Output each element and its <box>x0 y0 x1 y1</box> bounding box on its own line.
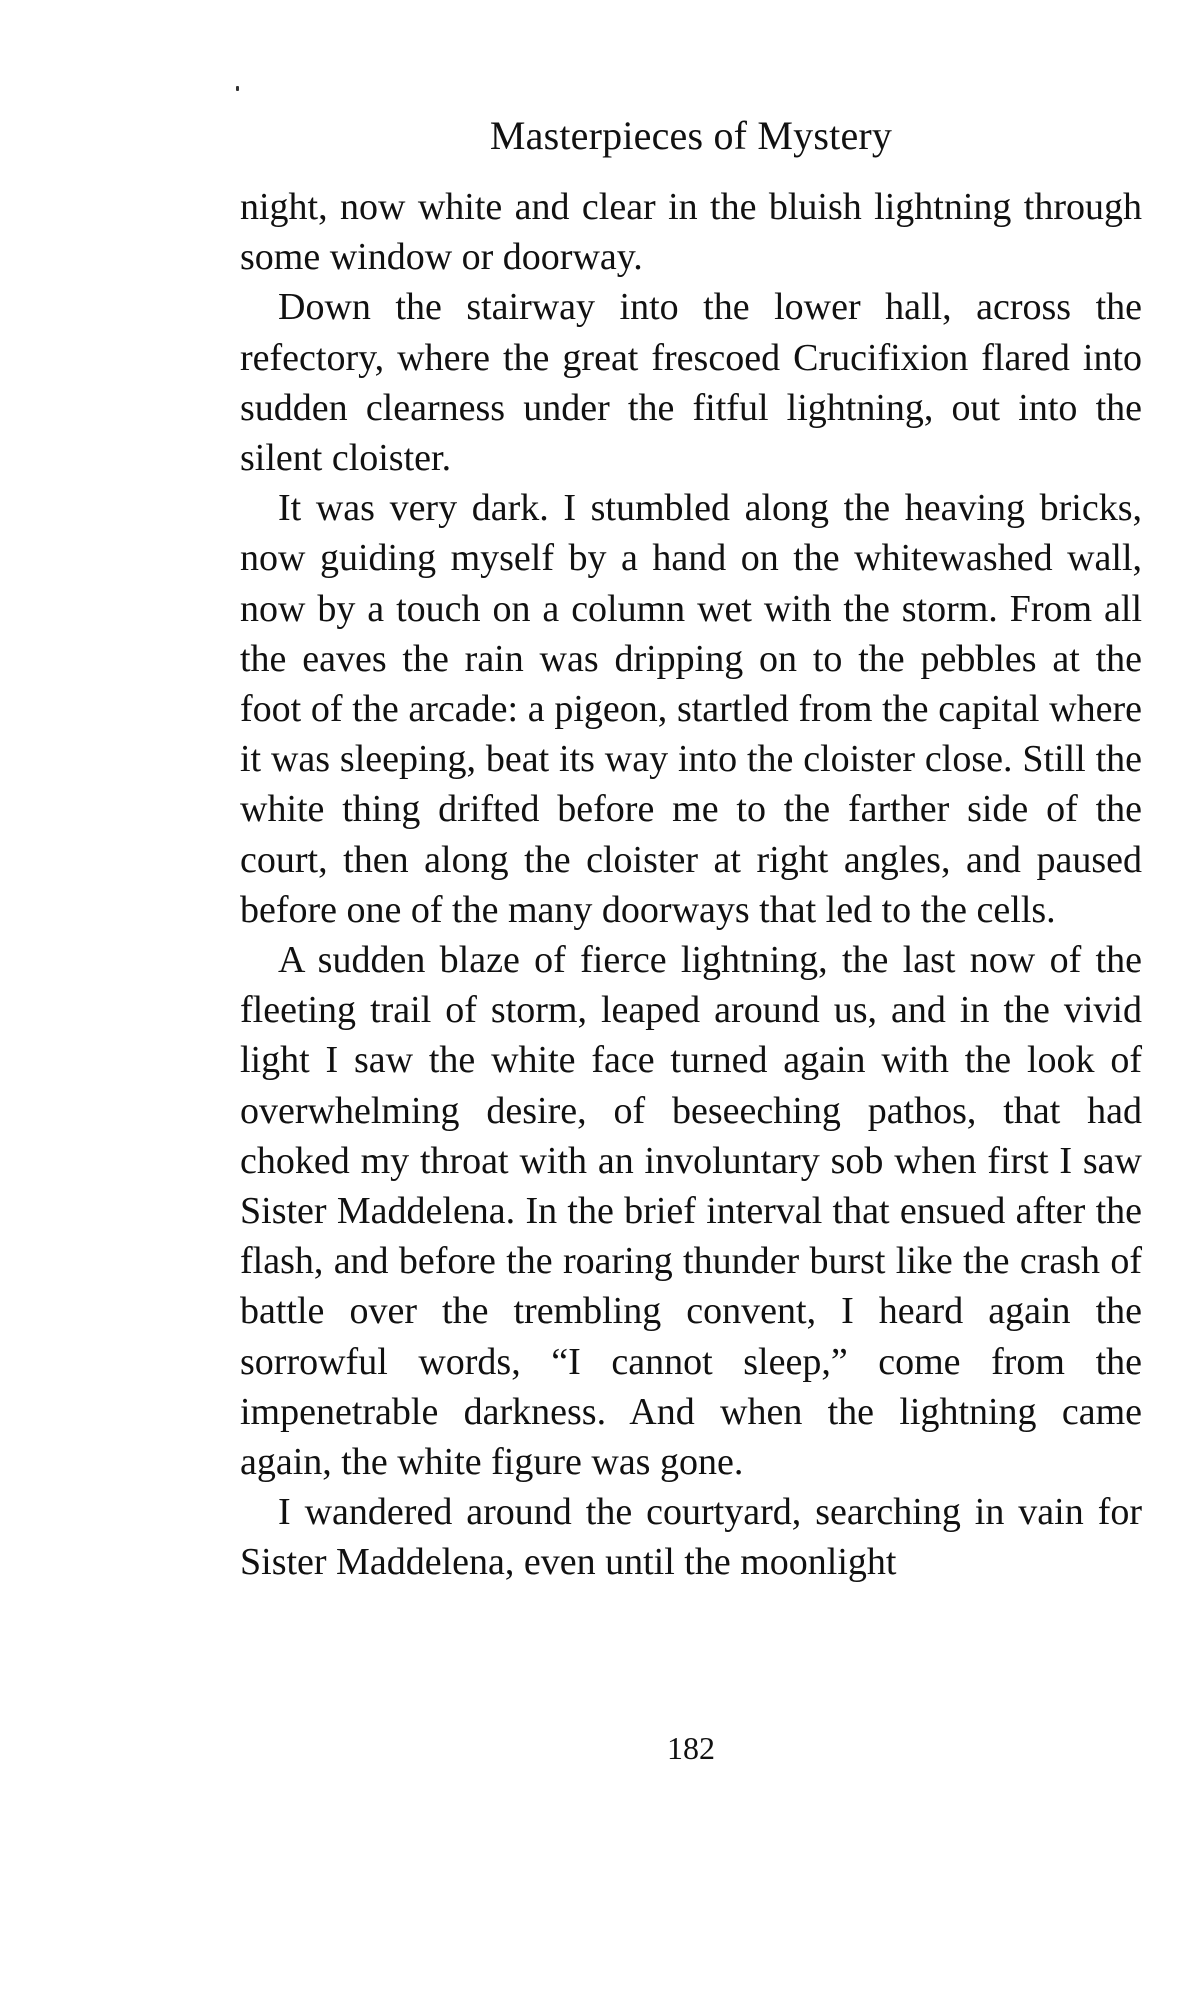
paragraph-3: It was very dark. I stumbled along the heaving bricks, now guiding myself by a hand on the whitewashed wall, now by a touch on a column wet with the storm. From all the eaves the rain was dripping on to the pebbles at the foot of the arcade: a pigeon, startled from the capital where it was sleeping, beat its way into the cloister close. Still the white thing drifted before me to the farther side of the court, then along the cloister at right angles, and paused before one of the many doorways that led to the cells. <box>240 487 1142 931</box>
body-text <box>240 182 1142 1588</box>
paragraph-5: I wandered around the courtyard, searching in vain for Sister Maddelena, even until the moonlight <box>240 1491 1142 1584</box>
print-speck <box>236 86 239 91</box>
paragraph-4: A sudden blaze of fierce lightning, the last now of the fleeting trail of storm, leaped around us, and in the vivid light I saw the white face turned again with the look of overwhelming desire, of beseeching pathos, that had choked my throat with an involuntary sob when first I saw Sister Maddelena. In the brief interval that ensued after the flash, and before the roaring thunder burst like the crash of battle over the trembling convent, I heard again the sorrowful words, “I cannot sleep,” come from the impenetrable darkness. And when the lightning came again, the white figure was gone. <box>240 939 1142 1484</box>
paragraph-1: night, now white and clear in the bluish lightning through some window or doorway. <box>240 186 1142 279</box>
running-header-title: Masterpieces of Mystery <box>489 113 893 158</box>
paragraph-2: Down the stairway into the lower hall, across the refectory, where the great frescoed Crucifixion flared into sudden clearness under the fitful lightning, out into the silent cloister. <box>240 286 1142 480</box>
page-number: 182 <box>667 1730 715 1766</box>
